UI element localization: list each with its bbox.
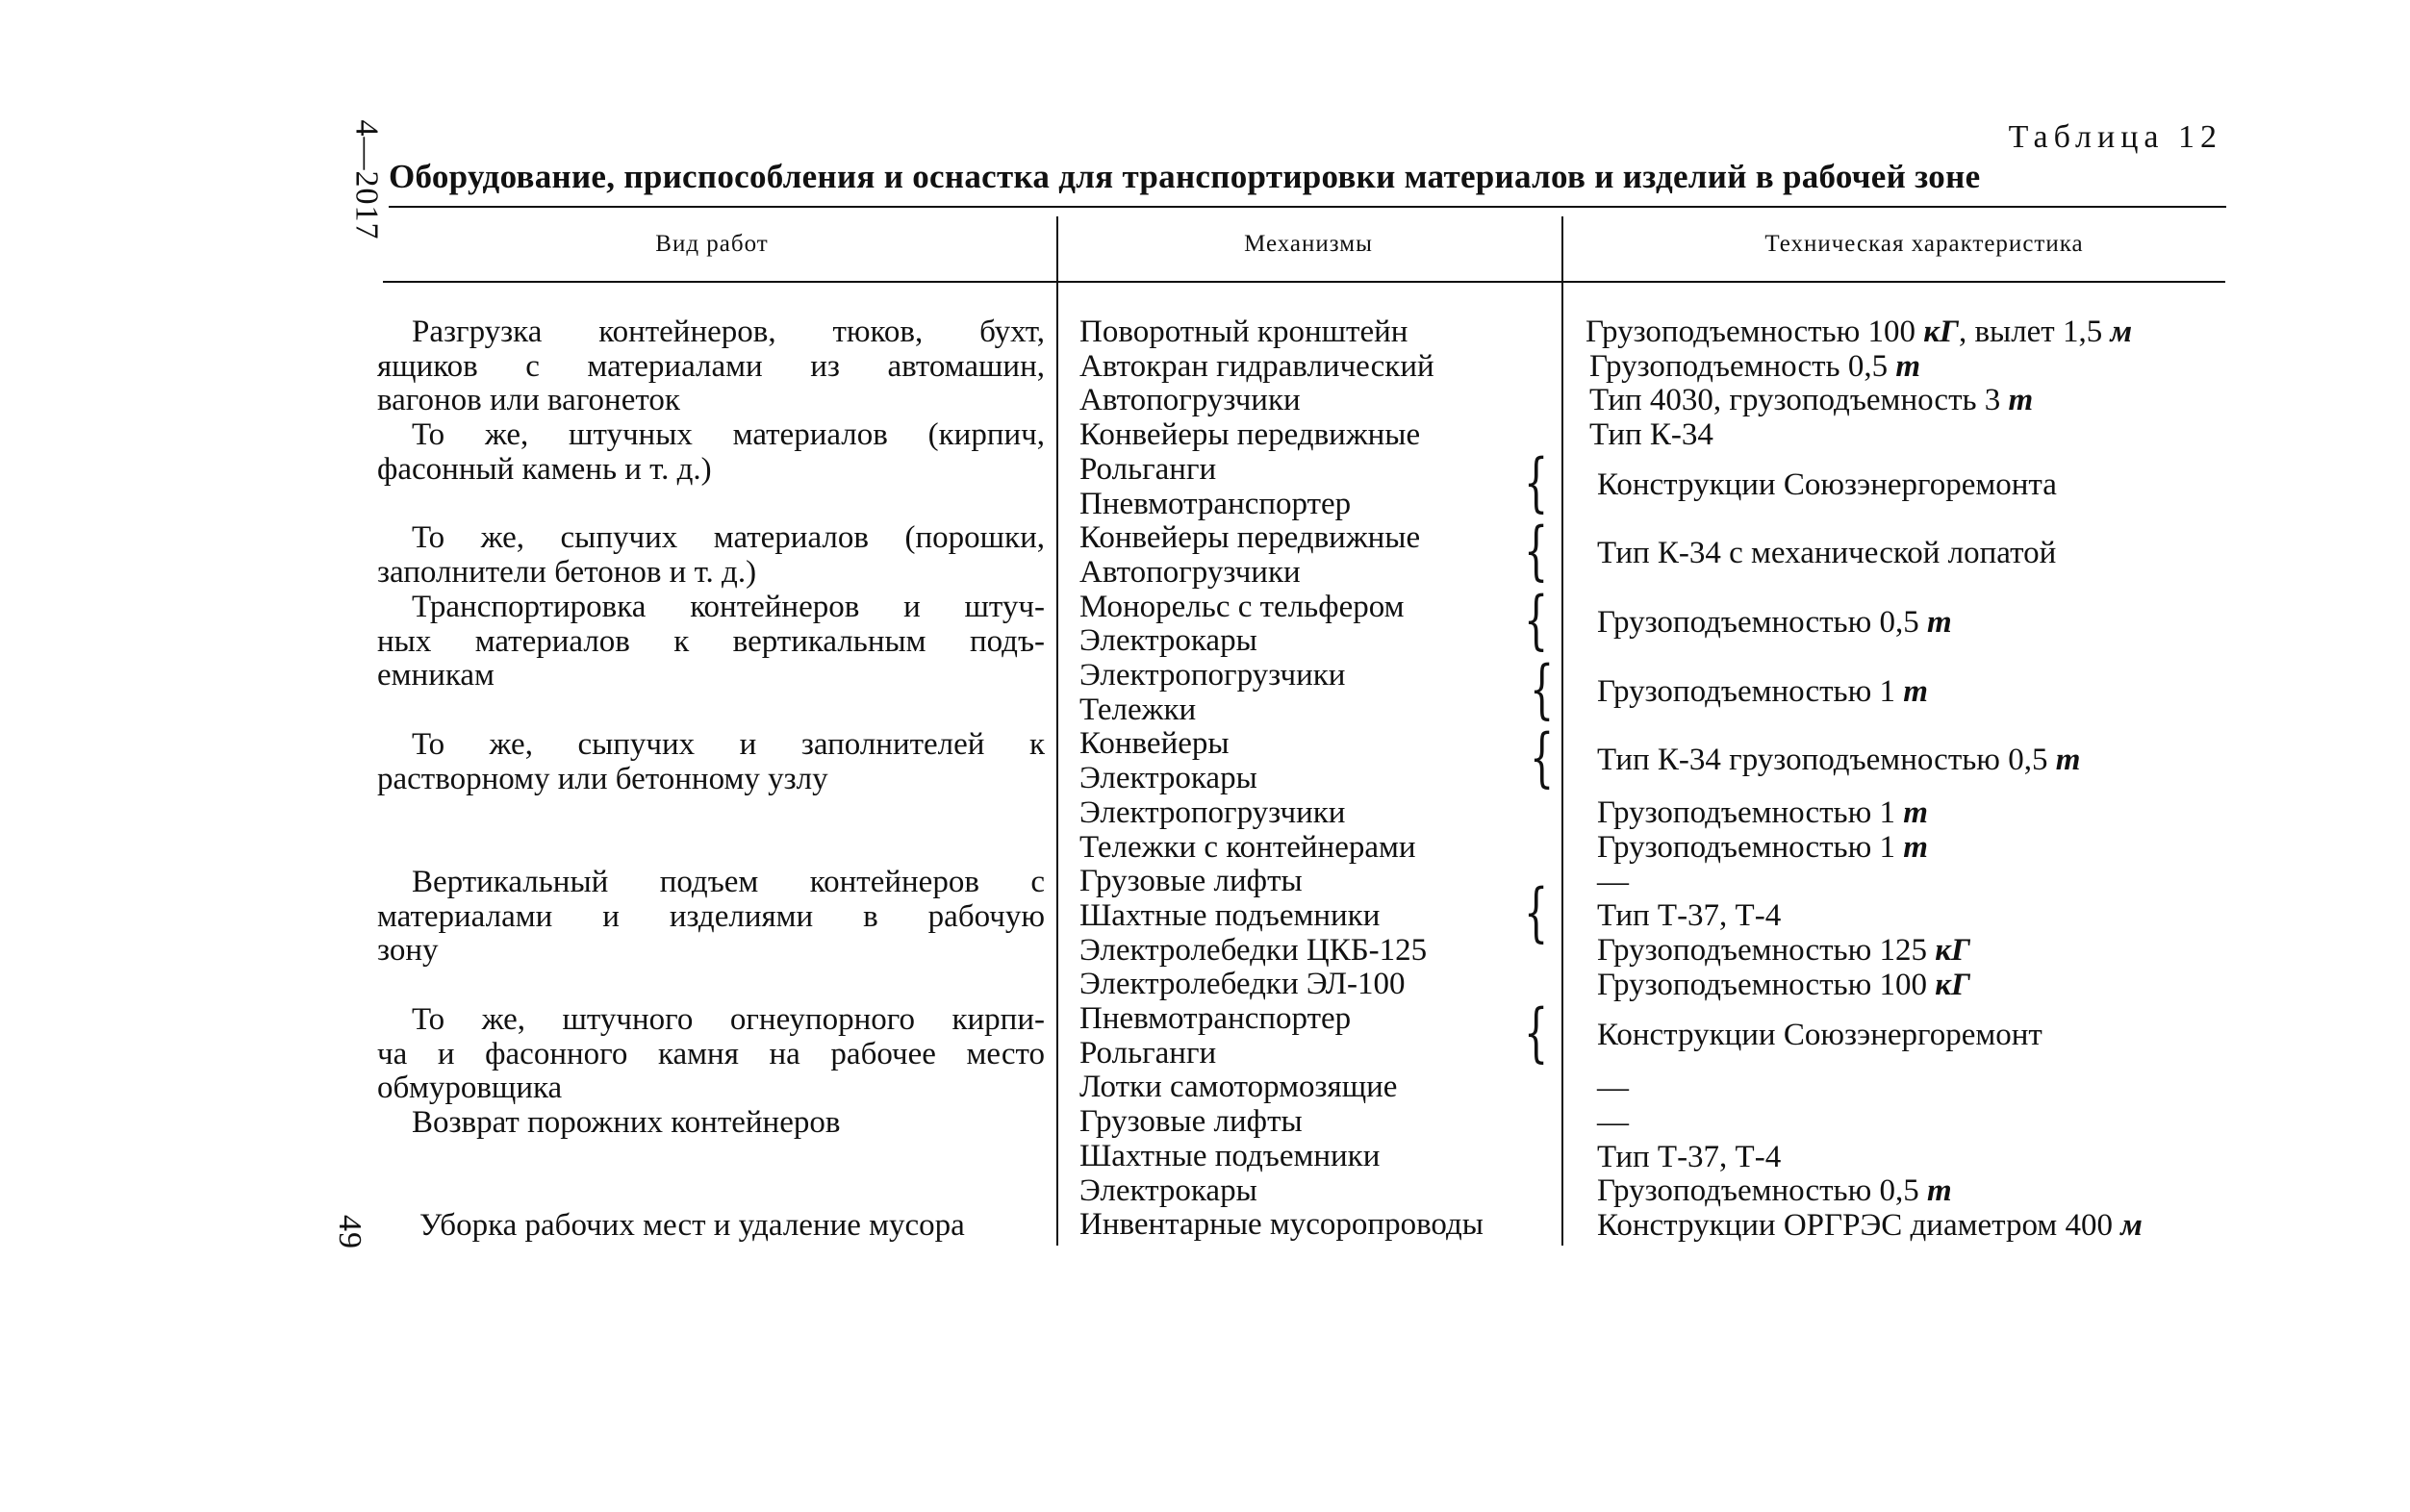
mechanism-item: Грузовые лифты: [1079, 864, 1303, 899]
mechanism-item: Шахтные подъемники: [1079, 897, 1381, 933]
characteristic-18: —: [1597, 1105, 1629, 1140]
mechanism-item: Электрокары: [1079, 623, 1257, 659]
characteristic-9: Тип К-34 грузоподъемностью 0,5 т: [1597, 743, 2081, 777]
mechanism-item: Шахтные подъемники: [1079, 1138, 1381, 1173]
brace-icon: {: [1530, 720, 1555, 794]
column-header-mechanisms: Механизмы: [1244, 231, 1373, 257]
work-type-7: То же, штучного огнеупорного кирпи- ча и фасонного камня на рабочее место обмуровщика: [377, 1002, 1045, 1106]
characteristic-11: Грузоподъемностью 1 т: [1597, 830, 1928, 865]
characteristic-15: Грузоподъемностью 100 кГ: [1597, 968, 1970, 1002]
work-type-1: Разгрузка контейнеров, тюков, бухт, ящиков с материалами из автомашин, вагонов или вагонеток: [377, 315, 1045, 418]
mechanism-item: Рольганги: [1079, 1035, 1217, 1071]
characteristic-20: Грузоподъемностью 0,5 т: [1597, 1173, 1952, 1208]
column-header-characteristics: Техническая характеристика: [1764, 231, 2084, 257]
mechanism-item: Электрокары: [1079, 1172, 1257, 1208]
mechanism-item: Автопогрузчики: [1079, 383, 1301, 418]
characteristic-14: Грузоподъемностью 125 кГ: [1597, 933, 1970, 968]
mechanism-item: Электролебедки ЭЛ-100: [1079, 967, 1406, 1002]
work-type-8: Возврат порожних контейнеров: [412, 1105, 841, 1140]
mechanism-item: Электролебедки ЦКБ-125: [1079, 932, 1428, 968]
work-type-3: То же, сыпучих материалов (порошки, заполнители бетонов и т. д.): [377, 520, 1045, 590]
brace-icon: {: [1524, 445, 1549, 519]
mechanism-item: Пневмотранспортер: [1079, 486, 1352, 521]
characteristic-10: Грузоподъемностью 1 т: [1597, 795, 1928, 830]
brace-icon: {: [1524, 875, 1549, 949]
characteristic-21: Конструкции ОРГРЭС диаметром 400 м: [1597, 1208, 2143, 1243]
mechanism-item: Электропогрузчики: [1079, 658, 1346, 693]
characteristic-6: Тип К-34 с механической лопатой: [1597, 536, 2057, 570]
characteristic-2: Грузоподъемность 0,5 т: [1589, 349, 1921, 384]
mechanism-item: Электропогрузчики: [1079, 794, 1346, 830]
characteristic-8: Грузоподъемностью 1 т: [1597, 674, 1928, 709]
characteristic-12: —: [1597, 865, 1629, 899]
mechanism-item: Электрокары: [1079, 761, 1257, 796]
mechanism-item: Автопогрузчики: [1079, 554, 1301, 590]
work-type-9: Уборка рабочих мест и удаление мусора: [419, 1208, 965, 1243]
mechanism-item: Конвейеры передвижные: [1079, 520, 1421, 556]
characteristic-13: Тип Т-37, Т-4: [1597, 898, 1782, 933]
mechanism-item: Грузовые лифты: [1079, 1104, 1303, 1140]
mechanism-item: Лотки самотормозящие: [1079, 1070, 1398, 1105]
title-underline: [389, 206, 2226, 208]
header-bottom-rule: [383, 281, 2225, 283]
mechanism-item: Рольганги: [1079, 451, 1217, 487]
characteristic-16: Конструкции Союзэнергоремонт: [1597, 1018, 2042, 1052]
work-type-4: Транспортировка контейнеров и штуч- ных материалов к вертикальным подъ- емникам: [377, 590, 1045, 693]
mechanism-item: Монорельс с тельфером: [1079, 589, 1405, 624]
characteristic-4: Тип К-34: [1589, 417, 1713, 452]
mechanisms-list: [1079, 315, 1484, 1243]
mechanism-item: Пневмотранспортер: [1079, 1001, 1352, 1037]
work-type-5: То же, сыпучих и заполнителей к растворному или бетонному узлу: [377, 727, 1045, 796]
work-type-2: То же, штучных материалов (кирпич, фасонный камень и т. д.): [377, 417, 1045, 487]
mechanism-item: Автокран гидравлический: [1079, 348, 1434, 384]
brace-icon: {: [1530, 652, 1555, 726]
characteristic-1: Грузоподъемностью 100 кГ, вылет 1,5 м: [1586, 315, 2133, 349]
characteristic-17: —: [1597, 1071, 1629, 1105]
mechanism-item: Инвентарные мусоропроводы: [1079, 1207, 1484, 1243]
table-title: Оборудование, приспособления и оснастка для транспортировки материалов и изделий в рабочей зоне: [389, 158, 1981, 195]
work-type-6: Вертикальный подъем контейнеров с материалами и изделиями в рабочую зону: [377, 865, 1045, 969]
page-number: 49: [332, 1215, 368, 1249]
mechanism-item: Тележки с контейнерами: [1079, 829, 1416, 865]
mechanism-item: Поворотный кронштейн: [1079, 315, 1408, 349]
brace-icon: {: [1524, 514, 1549, 588]
column-divider-1: [1056, 216, 1058, 1246]
table-label: Таблица 12: [2008, 119, 2222, 155]
characteristic-19: Тип Т-37, Т-4: [1597, 1140, 1782, 1174]
column-header-work-type: Вид работ: [655, 231, 769, 257]
mechanism-item: Конвейеры передвижные: [1079, 417, 1421, 453]
characteristic-7: Грузоподъемностью 0,5 т: [1597, 605, 1952, 640]
column-divider-2: [1561, 216, 1563, 1246]
mechanism-item: Тележки: [1079, 692, 1197, 727]
characteristic-5: Конструкции Союзэнергоремонта: [1597, 467, 2057, 502]
mechanism-item: Конвейеры: [1079, 726, 1230, 762]
brace-icon: {: [1524, 583, 1549, 657]
characteristic-3: Тип 4030, грузоподъемность 3 т: [1589, 383, 2034, 417]
document-code: 4—2017: [348, 119, 385, 240]
brace-icon: {: [1524, 995, 1549, 1070]
